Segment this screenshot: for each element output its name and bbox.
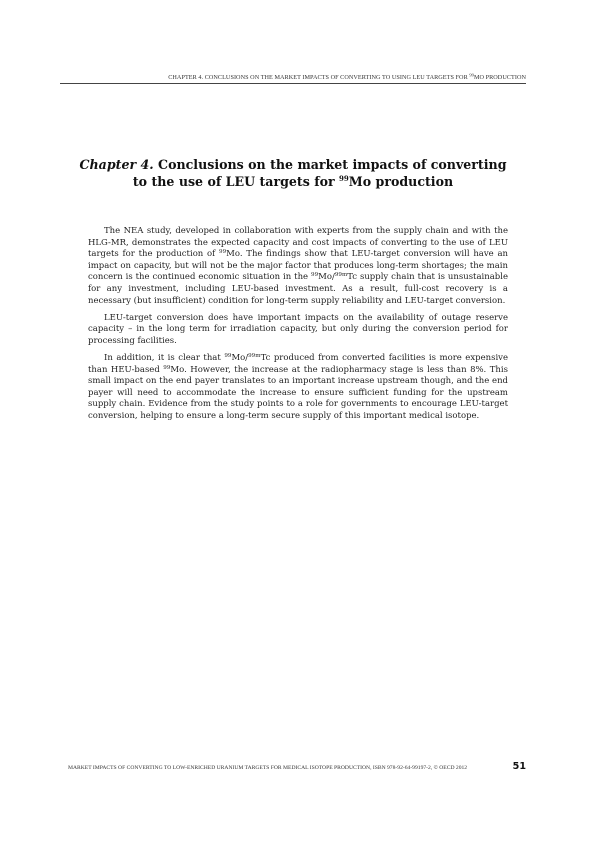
running-header-sup: 99	[469, 72, 474, 78]
body-text	[88, 226, 508, 428]
chapter-title	[60, 156, 526, 190]
paragraph-text: The NEA study, developed in collaboration with experts from the supply chain and with the HLG-MR, demonstrates the expected capacity and cost impacts of converting to the use of LEU targets for the production of	[88, 226, 508, 260]
running-header-text-end: MO PRODUCTION	[473, 74, 526, 81]
chapter-title-text-2: to the use of LEU targets for	[132, 174, 340, 189]
page-number: 51	[512, 761, 526, 772]
paragraph-text: Tc produced from converted facilities is more expensive than HEU-based	[88, 352, 508, 375]
paragraph-text: Mo/	[318, 272, 335, 283]
paragraph-text: In addition, it is clear that	[104, 352, 225, 363]
paragraph-text: Mo/	[231, 352, 249, 363]
superscript: 99	[163, 364, 171, 371]
running-header	[60, 74, 526, 84]
body-paragraph	[88, 353, 508, 423]
paragraph-text: Mo. However, the increase at the radiopharmacy stage is less than 8%. This small impact on the end payer translates to an important increase upstream though, and the end payer will need to accommodate the increase to ensure sufficient funding for the upstream supply chain. Evidence from the study points to a role for governments to encourage LEU-target conversion, helping to ensure a long-term secure supply of this important medical isotope.	[88, 364, 508, 421]
chapter-title-sup: 99	[339, 174, 349, 183]
paragraph-text: Tc supply chain that is unsustainable for any investment, including LEU-based investment. As a result, full-cost recovery is a necessary (but insufficient) condition for long-term supply reliability and LEU-target conversion.	[88, 272, 508, 306]
chapter-label: Chapter 4.	[79, 157, 154, 172]
chapter-title-text-2-end: Mo production	[348, 174, 454, 189]
superscript: 99	[311, 272, 319, 279]
footer-text: MARKET IMPACTS OF CONVERTING TO LOW-ENRICHED URANIUM TARGETS FOR MEDICAL ISOTOPE PRODUCTION, ISBN 978-92-64-99197-2, © OECD 2012	[68, 765, 468, 771]
paragraph-text: LEU-target conversion does have important impacts on the availability of outage reserve capacity – in the long term for irradiation capacity, but only during the conversion period for processing facilities.	[88, 312, 508, 346]
chapter-title-text-1: Conclusions on the market impacts of converting	[153, 157, 507, 172]
superscript: 99	[224, 352, 232, 359]
running-footer	[68, 761, 526, 772]
superscript: 99m	[248, 352, 261, 359]
body-paragraph	[88, 226, 508, 307]
superscript: 99m	[334, 272, 348, 279]
running-header-text: CHAPTER 4. CONCLUSIONS ON THE MARKET IMPACTS OF CONVERTING TO USING LEU TARGETS FOR	[168, 74, 470, 81]
paragraph-text: Mo. The findings show that LEU-target conversion will have an impact on capacity, but will not be the major factor that produces long-term shortages; the main concern is the continued economic situation in the	[88, 249, 508, 283]
body-paragraph	[88, 313, 508, 348]
chapter-title-line-1	[60, 156, 526, 173]
chapter-title-line-2	[60, 173, 526, 190]
superscript: 99	[219, 249, 227, 255]
